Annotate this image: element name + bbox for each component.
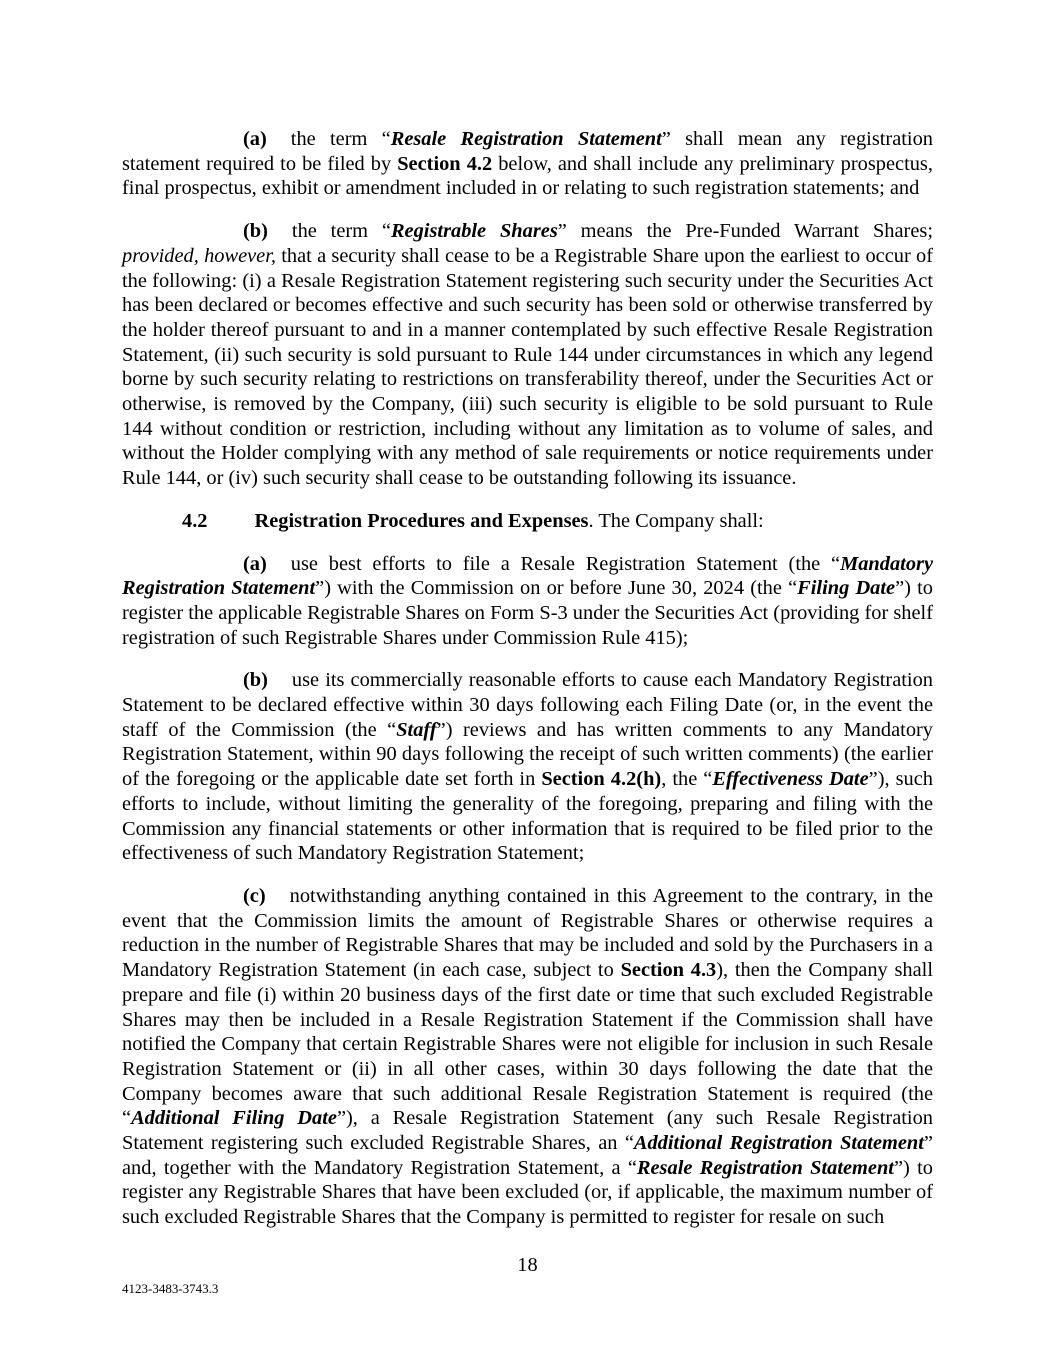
text-run: Section 4.3 <box>620 959 717 982</box>
text-run: Resale Registration Statement <box>636 1156 894 1179</box>
text-run: the term “ <box>290 128 391 150</box>
text-run: below, and shall include any preliminary prospectus, final prospectus, exhibit or amendment included in or relating to such registration statements; and <box>122 152 933 200</box>
footer-document-id: 4123-3483-3743.3 <box>122 1281 219 1296</box>
text-run: (a) <box>243 552 267 575</box>
text-run: 4.2 <box>182 509 208 532</box>
text-run: notwithstanding anything contained in this Agreement to the contrary, in the event that the Commission limits the amount of Registrable Shares or otherwise requires a reduction in the number of Registrable Shares that may be included and sold by the Purchasers in a Mandatory Registration Statement (in each case, subject to <box>122 884 933 982</box>
text-run: ”) reviews and has written comments to any Mandatory Registration Statement, within 90 days following the receipt of such written comments) (the earlier of the foregoing or the applicable date set forth in <box>122 718 934 791</box>
section-4-2-paragraph-c <box>122 884 933 1230</box>
text-run: Additional Filing Date <box>131 1107 337 1130</box>
text-run: Registration Procedures and Expenses <box>254 509 589 532</box>
text-run: Section 4.2 <box>397 152 493 175</box>
definition-paragraph-a <box>122 127 933 201</box>
text-run: that a security shall cease to be a Registrable Share upon the earliest to occur of the following: (i) a Resale Registration Statement registering such security under the Securities Act has been declared or becomes effective and such security has been sold or otherwise transferred by the holder thereof pursuant to and in a manner contemplated by such effective Resale Registration Statement, (ii) such security is sold pursuant to Rule 144 under circumstances in which any legend borne by such security relating to restrictions on transferability thereof, under the Securities Act or otherwise, is removed by the Company, (iii) such security is eligible to be sold pursuant to Rule 144 without condition or restriction, including without any limitation as to volume of sales, and without the Holder complying with any method of sale requirements or notice requirements under Rule 144, or (iv) such security shall cease to be outstanding following its issuance. <box>122 244 933 490</box>
text-run: Mandatory Registration Statement <box>122 552 933 600</box>
text-run: provided, however, <box>122 244 276 267</box>
text-run: Effectiveness Date <box>712 768 869 791</box>
text-run: ” means the Pre-Funded Warrant Shares; <box>557 220 933 243</box>
text-run: (b) <box>243 220 268 243</box>
text-run: (c) <box>243 884 266 907</box>
text-run: the term “ <box>291 220 391 243</box>
definition-paragraph-b <box>122 219 933 491</box>
text-run: (a) <box>243 128 267 150</box>
text-run: Resale Registration Statement <box>390 128 662 150</box>
text-run: Staff <box>396 718 437 741</box>
text-run: ”) to register the applicable Registrable Shares on Form S-3 under the Securities Act (providing for shelf registration of such Registrable Shares under Commission Rule 415); <box>122 577 933 649</box>
text-run: Registrable Shares <box>390 220 558 243</box>
text-run: use its commercially reasonable efforts to cause each Mandatory Registration Statement to be declared effective within 30 days following each Filing Date (or, in the event the staff of the Commission (the “ <box>122 669 933 741</box>
text-run: ”), such efforts to include, without limiting the generality of the foregoing, preparing and filing with the Commission any financial statements or other information that is required to be filed prior to the effectiveness of such Mandatory Registration Statement; <box>122 768 933 865</box>
page-number: 18 <box>517 1254 538 1276</box>
text-run: Section 4.2(h) <box>541 768 662 791</box>
text-run: ”), a Resale Registration Statement (any such Resale Registration Statement registering such excluded Registrable Shares, an “ <box>122 1107 933 1155</box>
text-run: ”) with the Commission on or before June 30, 2024 (the “ <box>315 577 798 600</box>
document-body <box>122 127 933 1248</box>
text-run: . The Company shall: <box>588 509 764 532</box>
text-run: ” and, together with the Mandatory Registration Statement, a “ <box>122 1132 933 1179</box>
text-run: ), then the Company shall prepare and file (i) within 20 business days of the first date or time that such excluded Registrable Shares may then be included in a Resale Registration Statement if the Commission shall have notified the Company that certain Registrable Shares were not eligible for inclusion in such Resale Registration Statement or (ii) in all other cases, within 30 days following the date that the Company becomes aware that such additional Resale Registration Statement is required (the “ <box>122 959 933 1130</box>
section-4-2-paragraph-b <box>122 668 933 866</box>
text-run: (b) <box>243 669 268 692</box>
text-run: use best efforts to file a Resale Registration Statement (the “ <box>290 552 841 575</box>
section-4-2-paragraph-a <box>122 552 933 651</box>
text-run: Filing Date <box>797 577 896 600</box>
text-run: Additional Registration Statement <box>633 1132 924 1155</box>
text-run: , the “ <box>661 768 713 791</box>
text-run: ”) to register any Registrable Shares that have been excluded (or, if applicable, the maximum number of such excluded Registrable Shares that the Company is permitted to register for resale on such <box>122 1156 933 1229</box>
section-4-2-heading <box>122 509 933 534</box>
text-run: ” shall mean any registration statement required to be filed by <box>122 128 933 175</box>
